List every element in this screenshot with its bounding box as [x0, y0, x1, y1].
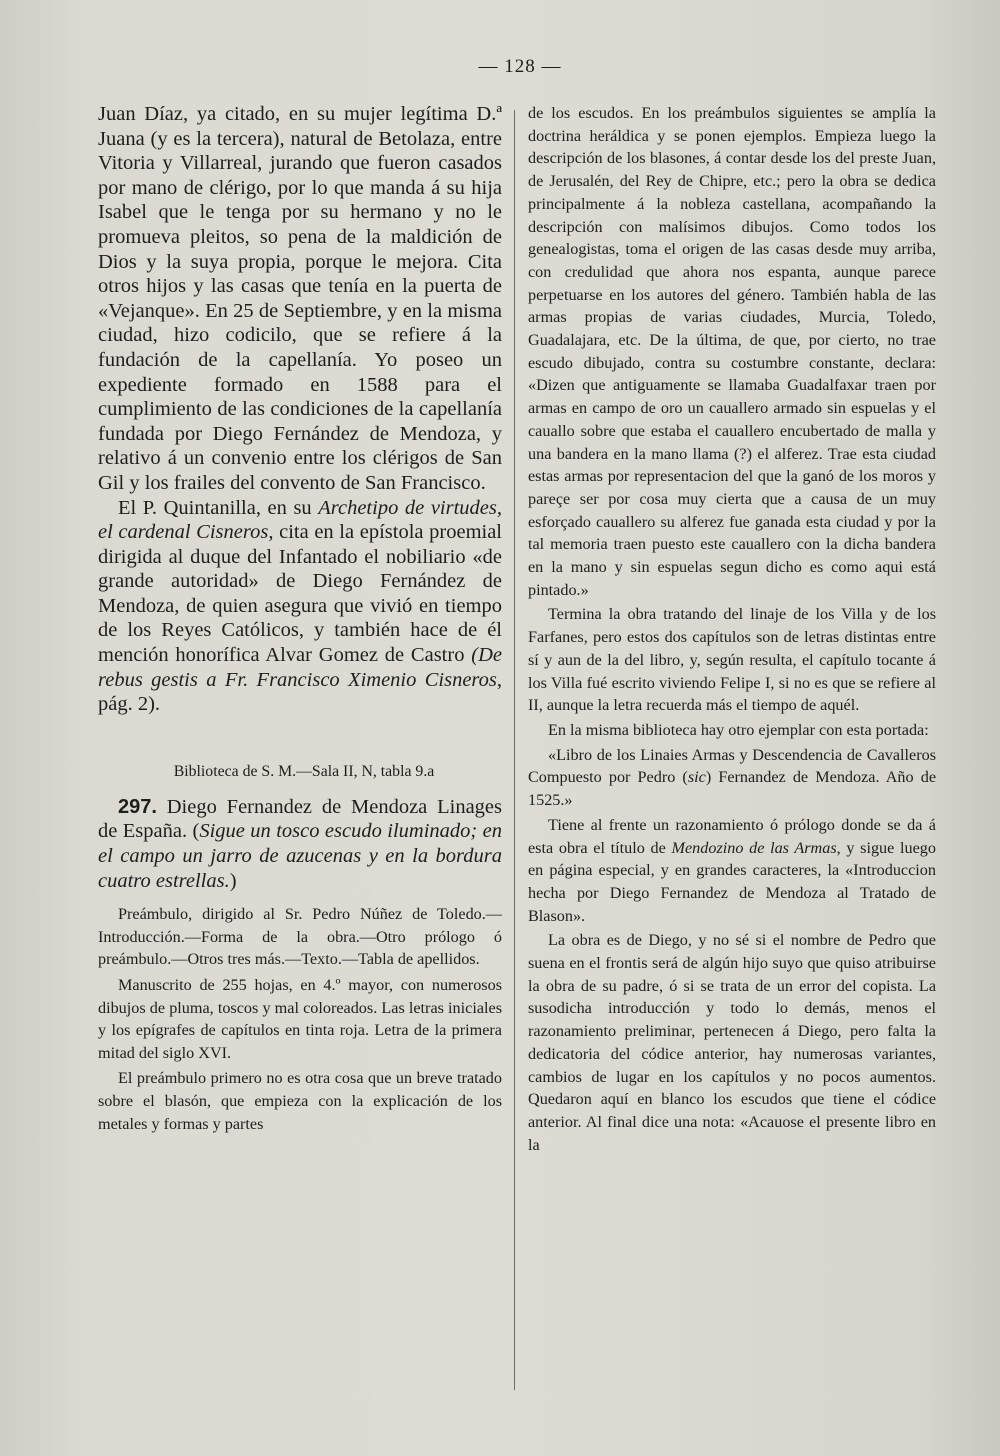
catalog-entry-297: 297. Diego Fernandez de Mendoza Linages de España. (Sigue un tosco escudo iluminado; en el campo un jarro de azucenas y en la bordura cuatro estrellas.) — [98, 795, 503, 892]
paragraph-quintanilla: El P. Quintanilla, en su Archetipo de virtudes, el cardenal Cisneros, cita en la epístola proemial dirigida al duque del Infantado el nobiliario «de grande autoridad» de Diego Fernández de Mendoza, de quien asegura que vivió en tiempo de los Reyes Católicos, y también hace de él mención honorífica Alvar Gomez de Castro (De rebus gestis a Fr. Francisco Ximenio Cisneros, pág. 2). — [98, 496, 503, 716]
left-column — [98, 102, 502, 1135]
left-body-large — [98, 102, 502, 717]
column-divider — [514, 110, 515, 1390]
paragraph-portada: «Libro de los Linaies Armas y Descendencia de Cavalleros Compuesto por Pedro (sic) Fernandez de Mendoza. Año de 1525.» — [528, 745, 936, 810]
paragraph-manuscript: Manuscrito de 255 hojas, en 4.º mayor, con numerosos dibujos de pluma, toscos y mal coloreados. Las letras iniciales y los epígrafes de capítulos en tinta roja. Letra de la primera mitad del siglo XVI. — [98, 976, 502, 1062]
paragraph-otro-ejemplar: En la misma biblioteca hay otro ejemplar con esta portada: — [548, 720, 929, 739]
page-number: — 128 — — [478, 56, 562, 77]
entry-description: Sigue un tosco escudo iluminado; en el campo un jarro de azucenas y en la bordura cuatro estrellas. — [98, 820, 503, 892]
left-body-small — [98, 903, 502, 1135]
citation-de-rebus-gestis: (De rebus gestis a Fr. Francisco Ximenio Cisneros — [98, 644, 502, 691]
paragraph-contents: Preámbulo, dirigido al Sr. Pedro Núñez de Toledo.—Introducción.—Forma de la obra.—Otro prólogo ó preámbulo.—Otros tres más.—Texto.—Tabla de apellidos. — [98, 905, 502, 969]
book-title-archetipo: Archetipo de virtudes, el cardenal Cisneros — [98, 496, 502, 544]
sic-note: sic — [687, 768, 706, 787]
paragraph-juan-diaz: Juan Díaz, ya citado, en su mujer legítima D.ª Juana (y es la tercera), natural de Betolaza, entre Vitoria y Villarreal, jurando que fueron casados por mano de clérigo, por lo que manda á su hija Isabel que le tenga por su hermano y no le promueva pleitos, so pena de la maldición de Dios y la suya propia, porque le mejora. Cita otros hijos y las casas que tenía en la puerta de «Vejanque». En 25 de Septiembre, y en la misma ciudad, hizo codicilo, que se refiere á la fundación de la capellanía. Yo poseo un expediente formado en 1588 para el cumplimiento de las condiciones de la capellanía fundada por Diego Fernández de Mendoza, y relativo á un convenio entre los clérigos de San Gil y los frailes del convento de San Francisco. — [98, 103, 502, 494]
paragraph-escudos: de los escudos. En los preámbulos siguientes se amplía la doctrina heráldica y se ponen ejemplos. Empieza luego la descripción de los blasones, á contar desde los del preste Juan, de Jerusalén, del Rey de Chipre, etc.; pero la obra se dedica principalmente á la nobleza castellana, acompañando la descripción con malísimos dibujos. Como todos los genealogistas, toma el origen de las casas desde muy arriba, con credulidad que ahora nos espanta, aunque parece perpetuarse en los autores del género. También habla de las armas propias de varias ciudades, Murcia, Toledo, Guadalajara, etc. De la última, de que, por cierto, no trae escudo dibujado, contra su costumbre constante, declara: «Dizen que antiguamente se llamaba Guadalfaxar traen por armas en campo de oro un cauallero armado sin espuelas y el cauallo sobre que estaba el cauallero encubertado de malla y una bandera en la mano llama (?) el alferez. Trae esta ciudad estas armas por representacion del que la ganó de los moros y pareçe ser por cosa muy cierta que a causa de un muy esforçado cauallero su alferez fue ganada esta ciudad y por la tal memoria traen puesto este cauallero con la dicha bandera en la mano y sin espuelas segun dicho es como aqui está pintado.» — [528, 104, 936, 599]
paragraph-termina: Termina la obra tratando del linaje de los Villa y de los Farfanes, pero estos dos capítulos son de letras distintas entre sí y aun de la del libro, y, según resulta, el capítulo tocante á los Villa fué escrito viviendo Felipe I, si no es que se refiere al II, aunque la letra recuerda más el tiempo de aquél. — [528, 605, 936, 715]
paragraph-preambulo: El preámbulo primero no es otra cosa que un breve tratado sobre el blasón, que empieza con la explicación de los metales y formas y partes — [98, 1069, 502, 1133]
shelfmark: Biblioteca de S. M.—Sala II, N, tabla 9.a — [173, 762, 435, 780]
title-mendozino: Mendozino de las Armas — [671, 838, 837, 857]
right-column — [528, 102, 936, 1156]
paragraph-razonamiento: Tiene al frente un razonamiento ó prólogo donde se da á esta obra el título de Mendozino de las Armas, y sigue luego en página especial, y en grandes caracteres, la «Introduccion hecha por Diego Fernandez de Mendoza al Tratado de Blason». — [528, 815, 936, 925]
paragraph-la-obra: La obra es de Diego, y no sé si el nombre de Pedro que suena en el frontis será de algún hijo suyo que quiso atribuirse la obra de su padre, ó si se trata de un error del copista. La susodicha introducción y todo lo demás, menos el razonamiento preliminar, pertenecen á Diego, pero falta la dedicatoria del códice anterior, hay numerosas variantes, cambios de lugar en los capítulos y no pocos aumentos. Quedaron aquí en blanco los escudos que tiene el códice anterior. Al final dice una nota: «Acauose el presente libro en la — [528, 931, 936, 1154]
entry-number: 297. — [118, 795, 157, 818]
